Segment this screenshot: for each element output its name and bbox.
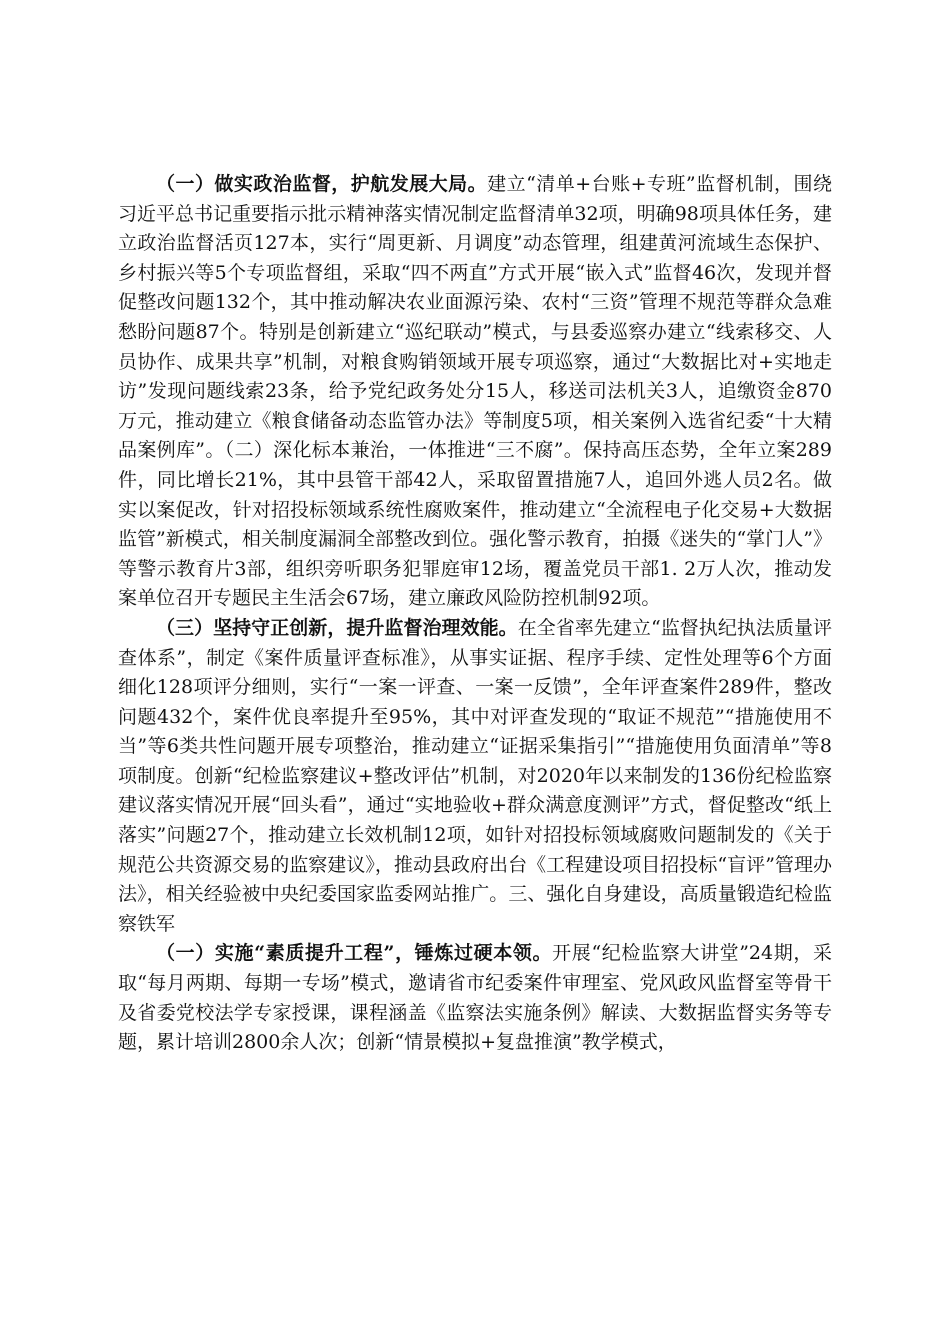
paragraph-body-3: 开展“纪检监察大讲堂”24期，采取“每月两期、每期一专场”模式，邀请省市纪委案件审理室、党风政风监督室等骨干及省委党校法学专家授课，课程涵盖《监察法实施条例》解读、大数据监督实务等专题，累计培训2800余人次；创新“情景模拟+复盘推演”教学模式， xyxy=(118,942,833,1054)
section-heading-quality: （一）实施“素质提升工程”，锤炼过硬本领。 xyxy=(156,942,553,965)
paragraph-political-supervision xyxy=(118,170,832,614)
document-page xyxy=(118,170,832,1058)
section-heading-3: （三）坚持守正创新，提升监督治理效能。 xyxy=(156,616,518,639)
paragraph-body-2: 在全省率先建立“监督执纪执法质量评查体系”，制定《案件质量评查标准》，从事实证据、程序手续、定性处理等6个方面细化128项评分细则，实行“一案一评查、一案一反馈”，全年评查案件289件，整改问题432个，案件优良率提升至95%，其中对评查发现的“取证不规范”“措施使用不当”等6类共性问题开展专项整治，推动建立“证据采集指引”“措施使用负面清单”等8项制度。创新“纪检监察建议+整改评估”机制，对2020年以来制发的136份纪检监察建议落实情况开展“回头看”，通过“实地验收+群众满意度测评”方式，督促整改“纸上落实”问题27个，推动建立长效机制12项，如针对招投标领域腐败问题制发的《关于规范公共资源交易的监察建议》，推动县政府出台《工程建设项目招投标“盲评”管理办法》，相关经验被中央纪委国家监委网站推广。三、强化自身建设，高质量锻造纪检监察铁军 xyxy=(118,616,832,935)
paragraph-innovation xyxy=(118,614,832,940)
paragraph-quality-improvement xyxy=(118,939,832,1057)
paragraph-body-1: 建立“清单+台账+专班”监督机制，围绕习近平总书记重要指示批示精神落实情况制定监督清单32项，明确98项具体任务，建立政治监督活页127本，实行“周更新、月调度”动态管理，组建黄河流域生态保护、乡村振兴等5个专项监督组，采取“四不两直”方式开展“嵌入式”监督46次，发现并督促整改问题132个，其中推动解决农业面源污染、农村“三资”管理不规范等群众急难愁盼问题87个。特别是创新建立“巡纪联动”模式，与县委巡察办建立“线索移交、人员协作、成果共享”机制，对粮食购销领域开展专项巡察，通过“大数据比对+实地走访”发现问题线索23条，给予党纪政务处分15人，移送司法机关3人，追缴资金870万元，推动建立《粮食储备动态监管办法》等制度5项，相关案例入选省纪委“十大精品案例库”。（二）深化标本兼治，一体推进“三不腐”。保持高压态势，全年立案289件，同比增长21%，其中县管干部42人，采取留置措施7人，追回外逃人员2名。做实以案促改，针对招投标领域系统性腐败案件，推动建立“全流程电子化交易+大数据监管”新模式，相关制度漏洞全部整改到位。强化警示教育，拍摄《迷失的“掌门人”》等警示教育片3部，组织旁听职务犯罪庭审12场，覆盖党员干部1. 2万人次，推动发案单位召开专题民主生活会67场，建立廉政风险防控机制92项。 xyxy=(118,173,832,610)
section-heading-1: （一）做实政治监督，护航发展大局。 xyxy=(156,173,488,195)
